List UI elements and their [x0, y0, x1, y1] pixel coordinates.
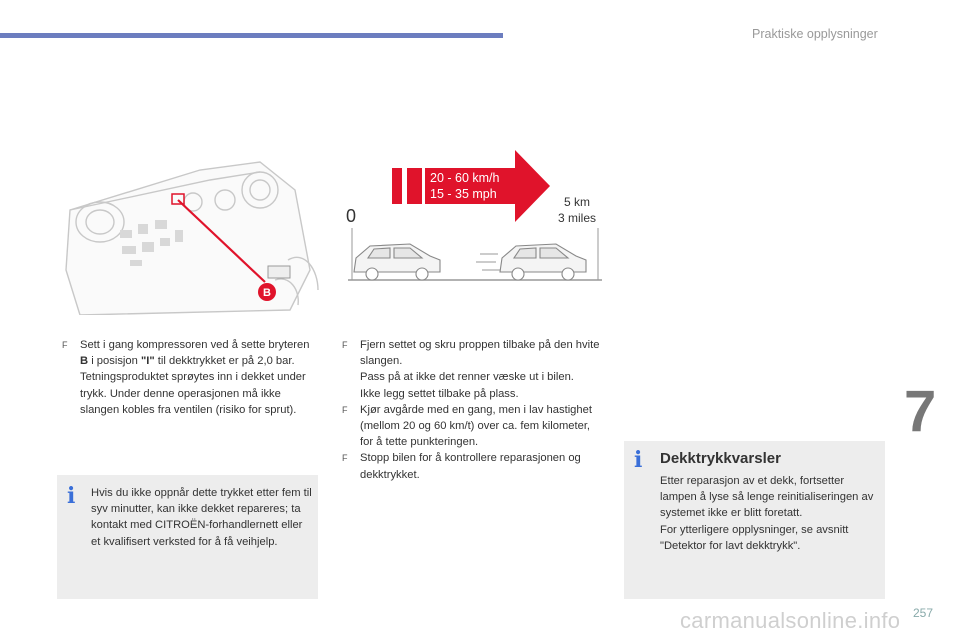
bullet-marker: F	[342, 340, 348, 350]
page-number: 257	[913, 606, 934, 620]
step-note: Tetningsproduktet sprøytes inn i dekket under trykk. Under denne operasjonen må ikke slangen kobles fra ventilen (risiko for sprut).	[80, 371, 306, 416]
section-title: Praktiske opplysninger	[752, 27, 878, 41]
tpms-info-box	[624, 441, 885, 599]
step-text: Fjern settet og skru proppen tilbake på den hvite slangen.	[360, 339, 600, 368]
info-box-title: Dekktrykkvarsler	[660, 450, 781, 467]
bullet-marker: F	[62, 340, 68, 350]
list-item	[342, 337, 604, 402]
header-accent-bar	[0, 33, 503, 38]
list-item	[62, 337, 320, 418]
step-text: Stopp bilen for å kontrollere reparasjonen og dekktrykket.	[360, 452, 581, 481]
compressor-body	[66, 162, 318, 315]
switch-position: "I"	[140, 355, 155, 368]
distance-miles: 3 miles	[558, 211, 597, 225]
motion-lines	[476, 254, 500, 270]
info-icon: i	[67, 483, 76, 509]
car-start	[354, 244, 440, 280]
speed-arrow	[425, 150, 550, 222]
chapter-number: 7	[904, 379, 937, 444]
speed-stripe-1	[392, 168, 402, 204]
bullet-marker: F	[342, 404, 348, 415]
list-item	[342, 402, 604, 451]
step-text: i posisjon	[88, 355, 141, 368]
info-text	[660, 473, 882, 554]
switch	[268, 266, 290, 278]
switch-label: B	[80, 355, 89, 368]
info-icon: i	[634, 447, 643, 473]
distance-km: 5 km	[564, 195, 591, 209]
callout-label: B	[263, 287, 271, 299]
info-box	[57, 475, 318, 599]
distance-start: 0	[346, 206, 357, 226]
info-paragraph: For ytterligere opplysninger, se avsnitt "Detektor for lavt dekktrykk".	[660, 523, 849, 552]
watermark: carmanualsonline.info	[680, 608, 901, 633]
info-text: Hvis du ikke oppnår dette trykket etter fem til syv minutter, kan ikke dekket repareres; ta kontakt med CITROËN-forhandlernett eller et kvalifisert verksted for å få veihjelp.	[91, 487, 312, 548]
step-text: til dekktrykket er på 2,0 bar.	[154, 355, 295, 368]
step-text: Kjør avgårde med en gang, men i lav hastighet (mellom 20 og 60 km/t) over ca. fem kilometer, for å tette punkteringen.	[360, 403, 592, 449]
speed-stripe-2	[407, 168, 422, 204]
instructions-column-1	[62, 337, 320, 418]
step-text: Sett i gang kompressoren ved å sette bryteren	[80, 339, 310, 351]
info-paragraph: Etter reparasjon av et dekk, fortsetter lampen å lyse så lenge reinitialiseringen av systemet ikke er blitt foretatt.	[660, 475, 874, 520]
speed-distance-illustration	[340, 150, 605, 290]
speed-kmh: 20 - 60 km/h	[430, 171, 500, 185]
bullet-marker: F	[342, 453, 348, 464]
list-item	[342, 450, 604, 482]
compressor-illustration	[60, 150, 320, 315]
step-text: Pass på at ikke det renner væske ut i bilen.	[360, 371, 574, 384]
step-text: Ikke legg settet tilbake på plass.	[360, 387, 519, 400]
speed-mph: 15 - 35 mph	[430, 187, 497, 201]
instructions-column-2	[342, 337, 604, 483]
car-moving	[500, 244, 586, 280]
